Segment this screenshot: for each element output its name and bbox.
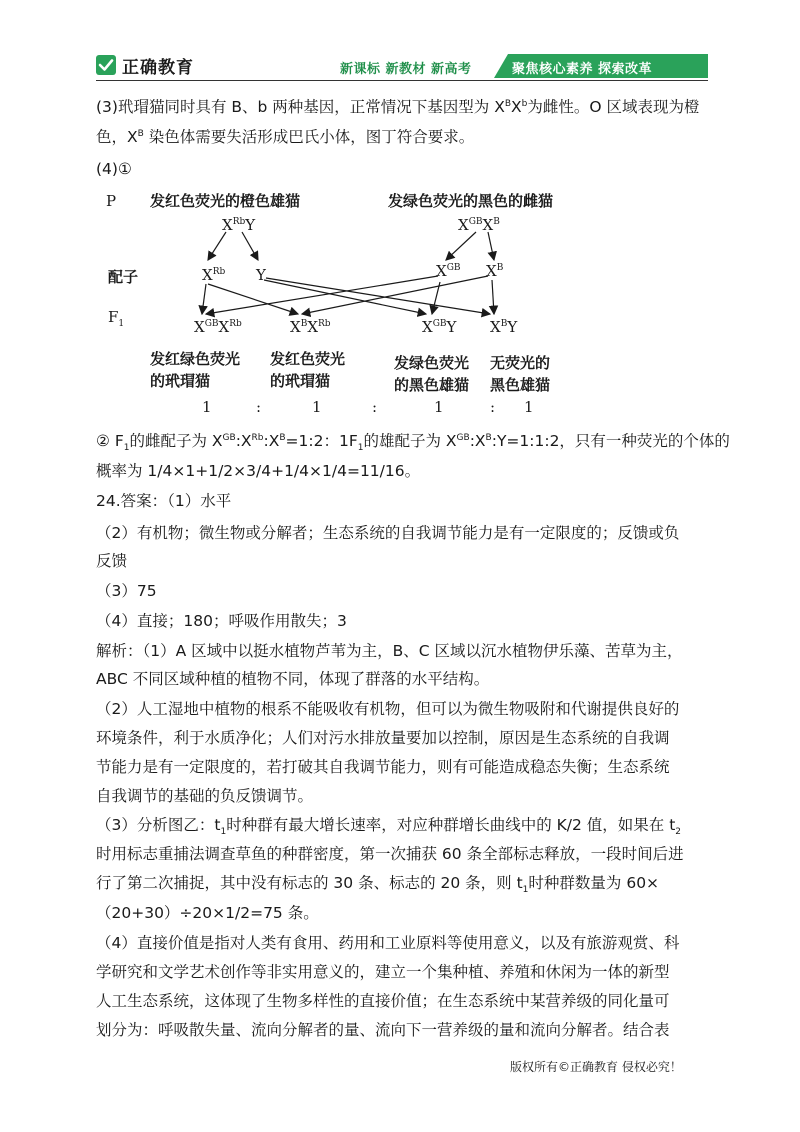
page-header [0,0,800,84]
t: :X [235,432,252,450]
t: :X [469,432,486,450]
t: X [482,216,494,234]
explain-4-line-3: 人工生态系统，这体现了生物多样性的直接价值；在生态系统中某营养级的同化量可 [96,992,670,1010]
t: :X [263,432,280,450]
explain-3-line-3 [96,872,659,894]
sup: B [500,319,508,329]
ratio-colon: : [490,398,496,416]
text: 为雌性。O 区域表现为橙 [527,98,700,116]
slogan-left: 新课标 新教材 新高考 [340,62,472,77]
q24-answer-4: （4）直接；180；呼吸作用散失；3 [96,612,347,630]
t: Y [446,318,457,336]
header-divider [96,80,708,81]
sub: 1 [123,443,130,454]
sup: GB [222,432,236,443]
offspring-3 [422,318,456,336]
sup: B [300,319,308,329]
brand-logo [96,52,194,78]
arrow-o3-a [264,280,426,314]
phenotype-4-line-1: 无荧光的 [490,354,551,372]
arrow-o2-a [208,284,298,314]
sup: B [496,263,504,273]
gamete-y: Y [256,266,266,284]
t: X [458,216,469,234]
t: 行了第二次捕捉，其中没有标志的 30 条、标志的 20 条，则 t [96,874,523,892]
check-icon [96,55,116,75]
phenotype-2-line-1: 发红色荧光 [270,350,346,368]
sup: Rb [212,267,226,277]
arrow-o4-a [266,278,490,314]
explain-4-line-2: 学研究和文学艺术创作等非实用意义的，建立一个集种植、养殖和休闲为一体的新型 [96,963,670,981]
t: X [307,318,318,336]
sub: 1 [357,443,364,454]
ratio-value: 1 [312,398,322,416]
sup: B [137,128,144,139]
t: X [290,318,301,336]
gamete-xb [486,262,503,280]
gamete-xgb [436,262,461,280]
explain-4-line-1: （4）直接价值是指对人类有食用、药用和工业原料等使用意义，以及有旅游观赏、科 [96,934,680,952]
explain-1-line-2: ABC 不同区域种植的植物不同，体现了群落的水平结构。 [96,670,490,688]
explain-1-line-1: 解析：（1）A 区域中以挺水植物芦苇为主，B、C 区域以沉水植物伊乐藻、苦草为主， [96,642,683,660]
explain-4-line-4: 划分为：呼吸散失量、流向分解者的量、流向下一营养级的量和流向分解者。结合表 [96,1021,670,1039]
t: ② F [96,432,124,450]
arrow-male-y [242,232,258,260]
ratio-value: 1 [524,398,534,416]
q3-line-1 [96,96,700,118]
arrow-o2-b [302,276,488,314]
sup: Rb [232,217,246,227]
q24-answer-2-line-1: （2）有机物；微生物或分解者；生态系统的自我调节能力是有一定限度的；反馈或负 [96,524,680,542]
t: X [194,318,205,336]
p-label: P [106,192,117,210]
sub: 1 [118,319,125,329]
explain-3-line-1 [96,814,681,836]
ratio-colon: : [372,398,378,416]
f1-label [108,308,125,329]
explain-3-line-4: （20+30）÷20×1/2=75 条。 [96,904,319,922]
phenotype-1-line-1: 发红绿色荧光 [150,350,241,368]
sub: 2 [675,827,682,838]
q24-answer-2-line-2: 反馈 [96,552,128,570]
arrow-female-xb [488,232,494,260]
brand-name: 正确教育 [122,57,194,78]
explain-3-line-2: 时用标志重捕法调查草鱼的种群密度，第一次捕获 60 条全部标志释放，一段时间后进 [96,845,684,863]
sup: GB [456,432,470,443]
text: 染色体需要失活形成巴氏小体，图丁符合要求。 [143,128,475,146]
sup: B [493,217,500,227]
t: 时种群有最大增长速率，对应种群增长曲线中的 K/2 值，如果在 t [226,816,676,834]
t: 的雌配子为 X [129,432,223,450]
sub: 1 [522,885,529,896]
explain-2-line-3: 节能力是有一定限度的，若打破其自我调节能力，则有可能造成稳态失衡；生态系统 [96,758,670,776]
t: X [202,266,213,284]
q3-line-2 [96,126,474,148]
ratio-colon: : [256,398,262,416]
arrow-male-xrb [208,232,226,260]
sup: b [521,98,528,109]
ratio-value: 1 [434,398,444,416]
sup: Rb [318,319,331,329]
phenotype-4-line-2: 黑色雄猫 [490,376,551,394]
female-genotype [458,216,500,234]
text: (3)玳瑁猫同时具有 B、b 两种基因，正常情况下基因型为 X [96,98,505,116]
sup: GB [446,263,461,273]
offspring-2 [290,318,331,336]
t: F [108,308,119,326]
arrow-o1-a [202,284,206,314]
q24-answer-1: 24.答案：（1）水平 [96,492,232,510]
male-parent-title: 发红色荧光的橙色雄猫 [150,192,301,210]
sup: B [279,432,286,443]
sup: Rb [251,432,264,443]
phenotype-1-line-2: 的玳瑁猫 [150,372,211,390]
offspring-4 [490,318,517,336]
t: 的雄配子为 X [363,432,457,450]
sup: B [485,432,492,443]
gamete-xrb [202,266,225,284]
female-parent-title: 发绿色荧光的黑色的雌猫 [388,192,554,210]
slogan-right: 聚焦核心素养 探索改革 [512,62,653,77]
q4-label: (4)① [96,160,132,178]
explain-2-line-4: 自我调节的基础的负反馈调节。 [96,787,314,805]
t: X [436,262,447,280]
t: Y [245,216,256,234]
sup: Rb [229,319,242,329]
t: （3）分析图乙：t [96,816,221,834]
t: X [222,216,233,234]
explain-2-line-1: （2）人工湿地中植物的根系不能吸收有机物，但可以为微生物吸附和代谢提供良好的 [96,700,680,718]
explain-2-line-2: 环境条件，利于水质净化；人们对污水排放量要加以控制，原因是生态系统的自我调 [96,729,670,747]
t: X [422,318,433,336]
t: =1:2：1F [285,432,358,450]
text: X [511,98,522,116]
t: 时种群数量为 60× [528,874,660,892]
t: X [218,318,230,336]
q4-2-line-1 [96,430,730,452]
t: Y [507,318,518,336]
copyright-footer: 版权所有©正确教育 侵权必究！ [510,1060,682,1074]
sub: 1 [220,827,227,838]
sup: GB [468,217,483,227]
text: 色，X [96,128,138,146]
phenotype-3-line-2: 的黑色雄猫 [394,376,470,394]
genetic-cross-diagram [106,188,576,418]
q4-2-line-2: 概率为 1/4×1+1/2×3/4+1/4×1/4=11/16。 [96,462,421,480]
ratio-value: 1 [202,398,212,416]
sup: B [504,98,512,109]
t: X [490,318,501,336]
q24-answer-3: （3）75 [96,582,157,600]
phenotype-3-line-1: 发绿色荧光 [394,354,470,372]
phenotype-2-line-2: 的玳瑁猫 [270,372,331,390]
t: :Y=1:1:2，只有一种荧光的个体的 [491,432,730,450]
gamete-label: 配子 [108,268,139,286]
male-genotype [222,216,255,234]
arrow-female-xgb [446,232,476,260]
offspring-1 [194,318,242,336]
sup: GB [204,319,219,329]
arrow-o4-b [492,280,494,314]
sup: GB [432,319,447,329]
t: X [486,262,497,280]
